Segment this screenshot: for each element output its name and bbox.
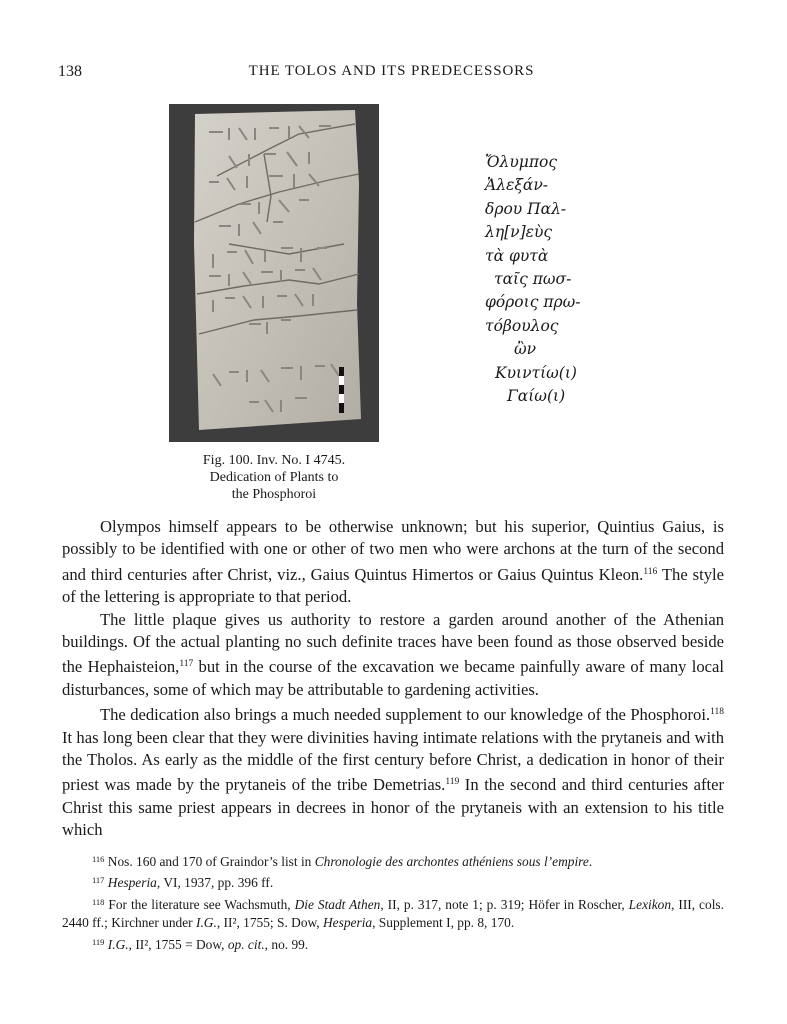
footnote-title: Chronologie des archontes athéniens sous l’empire (314, 854, 589, 869)
footnote-ref: 119 (445, 777, 460, 788)
figure-photo (169, 104, 379, 442)
paragraph-text: The dedication also brings a much needed supplement to our knowledge of the Phosphoroi. (100, 705, 711, 725)
footnote-title: Hesperia (323, 915, 373, 931)
caption-line: Dedication of Plants to (209, 470, 339, 485)
greek-line: Γαίω(ι) (507, 386, 566, 405)
footnote-title: Die Stadt Athen (294, 896, 381, 912)
footnote-text: , no. 99. (264, 936, 309, 952)
footnote-title: I.G. (104, 936, 129, 952)
figure-caption (158, 452, 390, 503)
greek-line: ὢν (514, 340, 537, 359)
footnote-ref: 118 (710, 707, 724, 718)
greek-line: ταῖς πωσ- (494, 269, 572, 288)
footnote-116 (62, 850, 724, 871)
greek-line: δρου Παλ- (485, 199, 567, 218)
footnote-title: Lexikon (628, 896, 672, 912)
footnote-title: I.G. (196, 915, 217, 931)
running-head (58, 63, 725, 87)
body-text (62, 516, 724, 842)
paragraph-2 (62, 609, 724, 702)
greek-line: Ἀλεξάν- (485, 176, 548, 195)
footnote-number: 119 (92, 936, 105, 947)
footnote-117 (62, 871, 724, 892)
caption-line: Fig. 100. Inv. No. I 4745. (202, 453, 346, 468)
footnote-number: 118 (92, 896, 105, 907)
footnotes (62, 850, 724, 954)
paragraph-text: It has long been clear that they were divinities having intimate relations with the prytaneis and with the Tholos. As early as the middle of the first century before Christ, a dedication in honor of their priest was made by the prytaneis of the tribe Demetrias. (62, 727, 724, 795)
footnote-text: , VI, 1937, pp. 396 ff. (156, 875, 274, 891)
caption-line: the Phosphoroi (231, 487, 317, 502)
paragraph-1 (62, 516, 724, 609)
greek-line: λη[ν]εὺς (485, 223, 553, 242)
footnote-text: , II², 1755 = Dow, (128, 936, 228, 952)
footnote-text: , II², 1755; S. Dow, (216, 915, 324, 931)
footnote-ref: 116 (643, 566, 658, 577)
footnote-118 (62, 893, 724, 933)
greek-line: Κυιντίω(ι) (495, 363, 577, 382)
footnote-text: For the literature see Wachsmuth, (104, 896, 295, 912)
footnote-number: 116 (92, 854, 105, 864)
paragraph-text: The style of the lettering is appropriate to that period. (62, 564, 724, 607)
paragraph-text: The little plaque gives us authority to restore a garden around another of the Athenian buildings. Of the actual planting no such definite traces have been found as those observed beside the Hephaisteion, (62, 609, 724, 677)
footnote-119 (62, 933, 724, 954)
running-title: THE TOLOS AND ITS PREDECESSORS (248, 63, 535, 79)
greek-line: Ὄλυμπος (485, 153, 558, 171)
paragraph-text: In the second and third centuries after Christ this same priest appears in decrees in honor of the prytaneis with an extension to his title which (62, 775, 724, 840)
greek-line: φόροις πρω- (485, 293, 581, 312)
greek-line: τόβουλος (485, 316, 559, 335)
paragraph-text: Olympos himself appears to be otherwise unknown; but his superior, Quintius Gaius, is possibly to be identified with one or other of two men who were archons at the turn of the second and third centuries after Christ, viz., Gaius Quintus Himertos or Gaius Quintus Kleon. (62, 517, 724, 584)
footnote-title: op. cit. (227, 936, 265, 952)
footnote-title: Hesperia (104, 875, 157, 891)
footnote-text: , Supplement I, pp. 8, 170. (372, 915, 515, 931)
scale-bar (339, 367, 344, 413)
footnote-text: , III, cols. 2440 ff.; Kirchner under (62, 896, 724, 931)
footnote-text: . (588, 854, 593, 869)
footnote-ref: 117 (179, 659, 194, 670)
greek-transcription (485, 151, 645, 408)
paragraph-3 (62, 701, 724, 841)
inscription-photo (169, 104, 379, 442)
paragraph-text: but in the course of the excavation we became painfully aware of many local disturbances, some of which may be attributable to gardening activities. (62, 657, 724, 699)
footnote-text: , II, p. 317, note 1; p. 319; Höfer in Roscher, (380, 896, 629, 912)
footnote-number: 117 (92, 875, 105, 886)
page-number: 138 (58, 63, 82, 80)
greek-line: τὰ φυτὰ (485, 246, 549, 265)
footnote-text: Nos. 160 and 170 of Graindor’s list in (104, 854, 315, 869)
